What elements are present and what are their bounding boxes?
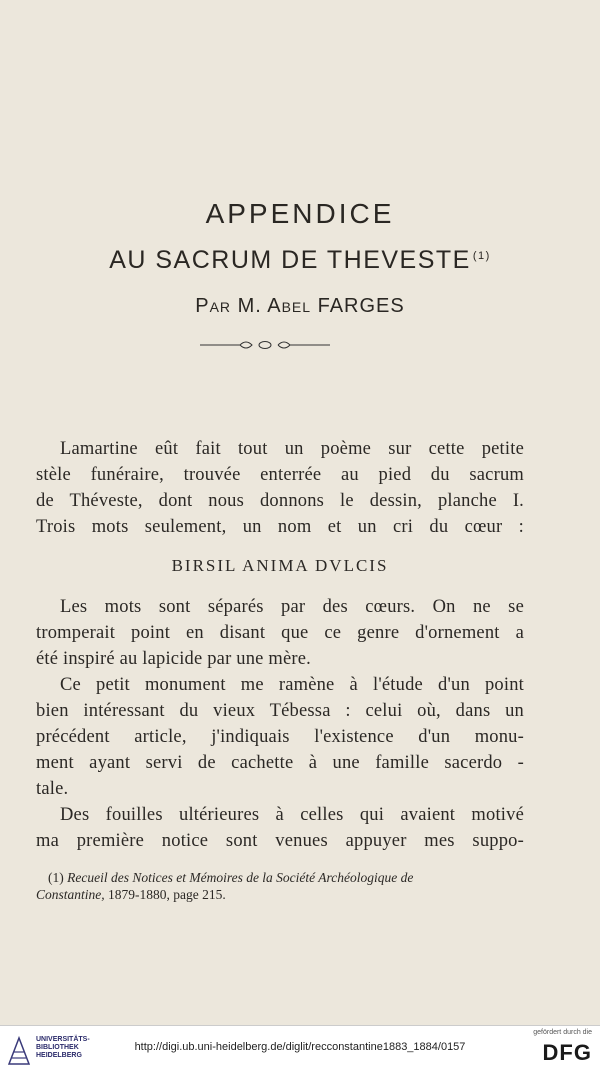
page-title: APPENDICE bbox=[205, 198, 395, 229]
text-line: précédent article, j'indiquais l'existence d'un monu- bbox=[36, 727, 524, 747]
text-line: ma première notice sont venues appuyer mes suppo- bbox=[36, 831, 524, 851]
dfg-logo: DFG bbox=[542, 1040, 592, 1065]
text-line: Les mots sont séparés par des cœurs. On ne se bbox=[60, 597, 524, 617]
funding-note: gefördert durch die bbox=[533, 1029, 592, 1036]
subtitle-text: AU SACRUM DE THEVESTE bbox=[109, 246, 471, 274]
footnote-source: Recueil des Notices et Mémoires de la Société Archéologique de bbox=[67, 870, 414, 885]
text-line: stèle funéraire, trouvée enterrée au pied du sacrum bbox=[36, 465, 524, 485]
footnote-source-cont: Constantine, bbox=[36, 887, 105, 902]
subtitle-footnote-marker: (1) bbox=[472, 249, 491, 262]
text-line: été inspiré au lapicide par une mère. bbox=[36, 649, 312, 669]
text-line: Trois mots seulement, un nom et un cri du cœur : bbox=[36, 517, 524, 537]
text-line: Des fouilles ultérieures à celles qui avaient motivé bbox=[60, 805, 524, 825]
footnote-page: 1879-1880, page 215. bbox=[108, 887, 226, 902]
text-line: tale. bbox=[36, 779, 69, 799]
text-line: Lamartine eût fait tout un poème sur cette petite bbox=[60, 439, 524, 459]
text-line: de Théveste, dont nous donnons le dessin, planche I. bbox=[36, 491, 524, 511]
ornament-divider bbox=[200, 338, 330, 352]
text-line: bien intéressant du vieux Tébessa : celui où, dans un bbox=[36, 701, 524, 721]
footnote-line bbox=[36, 870, 524, 886]
footnote-marker: (1) bbox=[48, 870, 64, 885]
text-line: tromperait point en disant que ce genre d'ornement a bbox=[36, 623, 524, 643]
permalink[interactable]: http://digi.ub.uni-heidelberg.de/diglit/recconstantine1883_1884/0157 bbox=[134, 1041, 466, 1053]
author-line: Par M. Abel FARGES bbox=[195, 295, 405, 317]
library-name: UNIVERSITÄTS- BIBLIOTHEK HEIDELBERG bbox=[36, 1036, 90, 1059]
inscription: BIRSIL ANIMA DVLCIS bbox=[171, 556, 389, 575]
text-line: Ce petit monument me ramène à l'étude d'un point bbox=[60, 675, 524, 695]
text-line: ment ayant servi de cachette à une famille sacerdo - bbox=[36, 753, 524, 773]
page-subtitle bbox=[0, 246, 600, 275]
footnote-line bbox=[36, 887, 524, 903]
viewer-footer bbox=[0, 1025, 600, 1072]
